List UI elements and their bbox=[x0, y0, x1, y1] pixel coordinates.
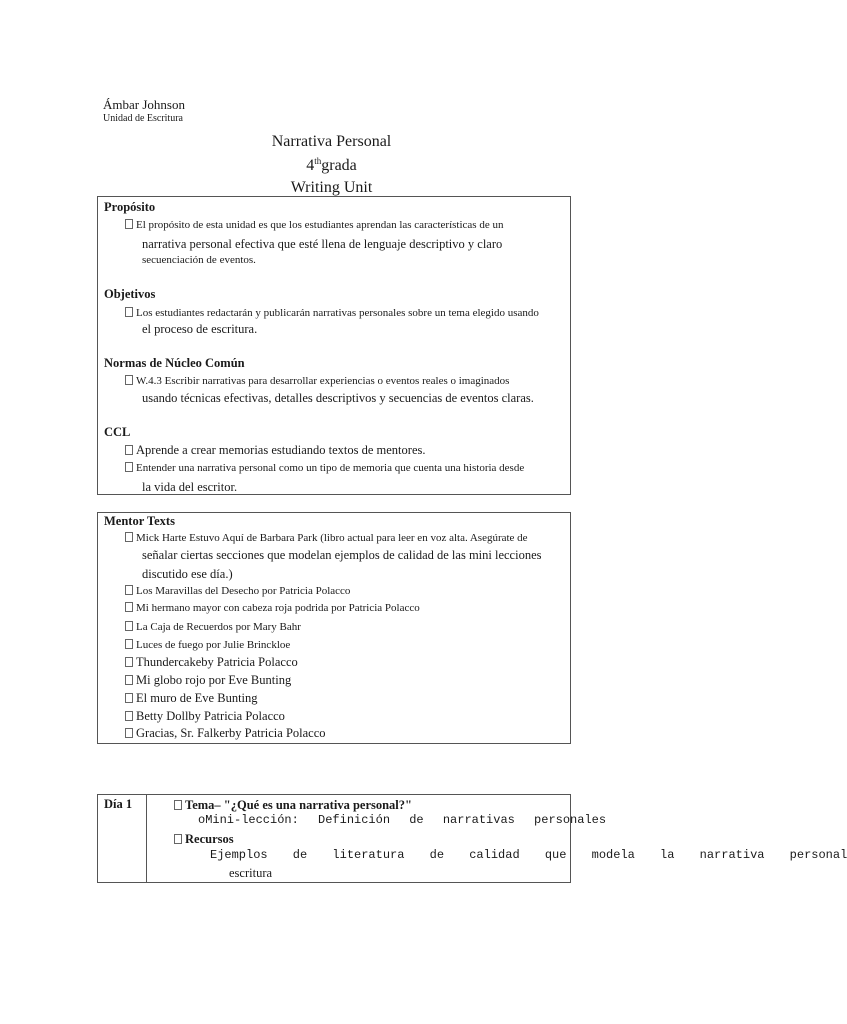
day1-topic: Tema– "¿Qué es una narrativa personal?" bbox=[174, 798, 412, 813]
bullet-icon bbox=[174, 834, 182, 844]
document-title: Narrativa Personal bbox=[271, 133, 392, 150]
mentor-text-item: Mick Harte Estuvo Aquí de Barbara Park (libro actual para leer en voz alta. Asegúrate de bbox=[125, 532, 528, 544]
day1-resources-line: escritura bbox=[229, 866, 273, 880]
bullet-icon bbox=[125, 602, 133, 612]
unit-overview-box bbox=[97, 196, 571, 495]
bullet-icon bbox=[174, 800, 182, 810]
unit-subtitle: Unidad de Escritura bbox=[103, 113, 183, 124]
day1-resources-line: Ejemplos de literatura de calidad que modela la narrativa personal bbox=[210, 848, 847, 862]
bullet-icon bbox=[125, 657, 133, 667]
mentor-text-item: Thundercakeby Patricia Polacco bbox=[125, 655, 298, 670]
objectives-line: el proceso de escritura. bbox=[142, 322, 258, 336]
table-column-divider bbox=[146, 795, 147, 882]
bullet-icon bbox=[125, 675, 133, 685]
bullet-icon bbox=[125, 621, 133, 631]
bullet-icon bbox=[125, 219, 133, 229]
ccl-line: la vida del escritor. bbox=[142, 480, 238, 494]
bullet-icon bbox=[125, 711, 133, 721]
mentor-text-item: Gracias, Sr. Falkerby Patricia Polacco bbox=[125, 726, 326, 741]
objectives-heading: Objetivos bbox=[104, 287, 156, 301]
purpose-line: El propósito de esta unidad es que los estudiantes aprendan las características de un bbox=[125, 219, 503, 231]
mentor-texts-heading: Mentor Texts bbox=[104, 514, 175, 528]
bullet-icon bbox=[125, 445, 133, 455]
mentor-texts-box bbox=[97, 512, 571, 744]
grade-line bbox=[0, 156, 663, 175]
day1-label: Día 1 bbox=[104, 797, 133, 811]
bullet-icon bbox=[125, 462, 133, 472]
mentor-text-item: La Caja de Recuerdos por Mary Bahr bbox=[125, 621, 301, 633]
bullet-icon bbox=[125, 307, 133, 317]
standards-line: W.4.3 Escribir narrativas para desarrollar experiencias o eventos reales o imaginados bbox=[125, 375, 509, 387]
bullet-icon bbox=[125, 693, 133, 703]
bullet-icon bbox=[125, 639, 133, 649]
day1-resources-heading: Recursos bbox=[174, 832, 234, 847]
grade-suffix: th bbox=[314, 156, 322, 166]
objectives-line: Los estudiantes redactarán y publicarán narrativas personales sobre un tema elegido usando bbox=[125, 307, 539, 319]
mentor-text-item: El muro de Eve Bunting bbox=[125, 691, 258, 706]
mentor-text-item: señalar ciertas secciones que modelan ejemplos de calidad de las mini lecciones bbox=[142, 548, 542, 562]
day1-minilesson: oMini-lección: Definición de narrativas personales bbox=[198, 813, 607, 827]
bullet-icon bbox=[125, 375, 133, 385]
document-subtitle: Writing Unit bbox=[290, 179, 373, 196]
day1-table bbox=[97, 794, 847, 883]
mentor-text-item: Los Maravillas del Desecho por Patricia Polacco bbox=[125, 585, 350, 597]
ccl-heading: CCL bbox=[104, 425, 131, 439]
author-name: Ámbar Johnson bbox=[103, 97, 185, 112]
ccl-line: Entender una narrativa personal como un tipo de memoria que cuenta una historia desde bbox=[125, 462, 524, 474]
mentor-text-item: discutido ese día.) bbox=[142, 567, 233, 581]
mentor-text-item: Mi hermano mayor con cabeza roja podrida por Patricia Polacco bbox=[125, 602, 420, 614]
grade-number: 4 bbox=[306, 157, 315, 174]
standards-line: usando técnicas efectivas, detalles descriptivos y secuencias de eventos claras. bbox=[142, 391, 534, 405]
mentor-text-item: Betty Dollby Patricia Polacco bbox=[125, 709, 285, 724]
bullet-icon bbox=[125, 585, 133, 595]
purpose-line: narrativa personal efectiva que esté llena de lenguaje descriptivo y claro bbox=[142, 237, 503, 251]
bullet-icon bbox=[125, 532, 133, 542]
bullet-icon bbox=[125, 728, 133, 738]
mentor-text-item: Luces de fuego por Julie Brinckloe bbox=[125, 639, 290, 651]
purpose-heading: Propósito bbox=[104, 200, 156, 214]
standards-heading: Normas de Núcleo Común bbox=[104, 356, 245, 370]
grade-word: grada bbox=[321, 157, 357, 174]
purpose-line: secuenciación de eventos. bbox=[142, 254, 256, 266]
mentor-text-item: Mi globo rojo por Eve Bunting bbox=[125, 673, 291, 688]
ccl-line: Aprende a crear memorias estudiando textos de mentores. bbox=[125, 443, 425, 458]
